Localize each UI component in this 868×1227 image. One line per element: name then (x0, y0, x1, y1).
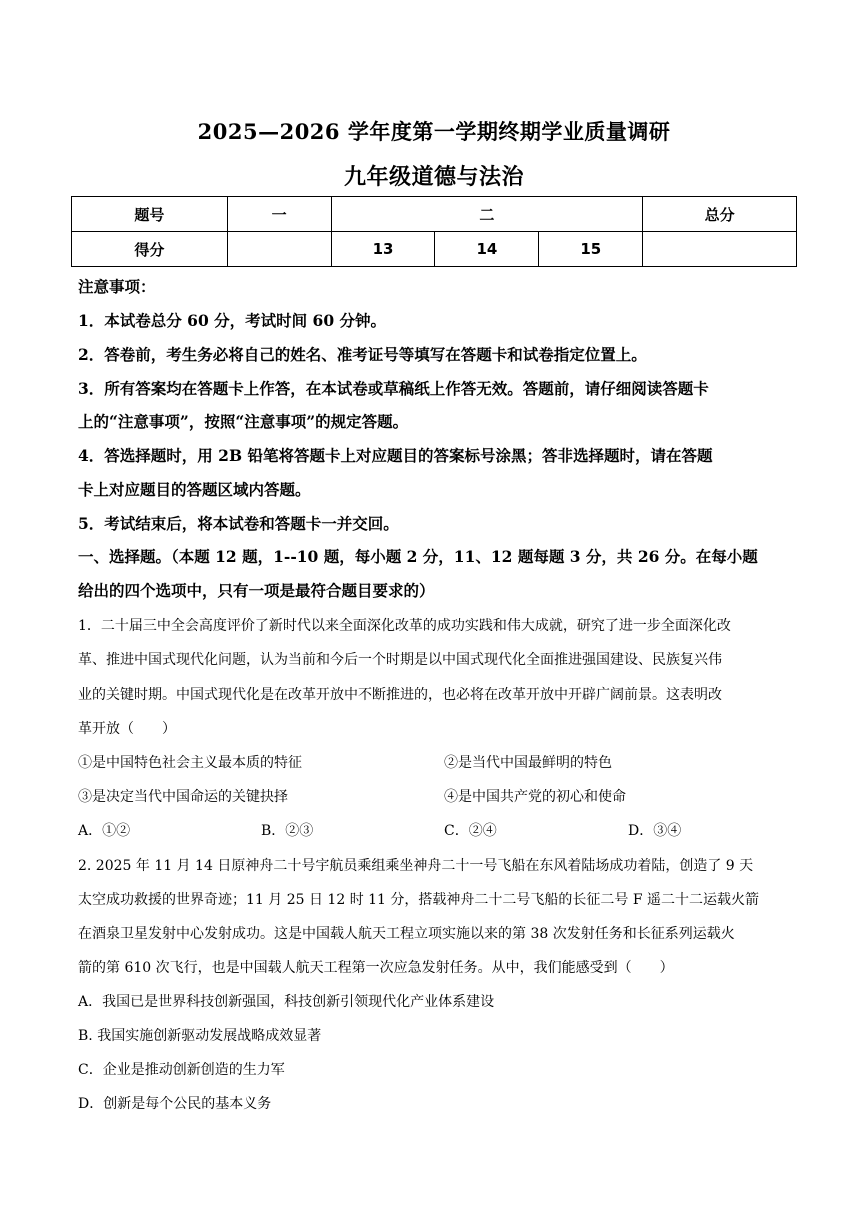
q2-option-d: D．创新是每个公民的基本义务 (78, 1096, 272, 1112)
question-1-text: 1．二十届三中全会高度评价了新时代以来全面深化改革的成功实践和伟大成就，研究了进一步全面深化改 (78, 618, 731, 634)
q1-option-c: C．②④ (444, 823, 497, 839)
question-2-text: 箭的第 610 次飞行，也是中国载人航天工程第一次应急发射任务。从中，我们能感受到（ ） (78, 960, 674, 976)
q1-option-a: A．①② (78, 823, 131, 839)
question-1-text: 革、推进中国式现代化问题，认为当前和今后一个时期是以中国式现代化全面推进强国建设、民族复兴伟 (78, 652, 722, 668)
score-table-score-row (72, 232, 797, 267)
q1-option-d: D．③④ (628, 823, 682, 839)
q1-statement: ②是当代中国最鲜明的特色 (444, 755, 612, 771)
q1-statement: ③是决定当代中国命运的关键抉择 (78, 789, 288, 805)
cell-q14: 14 (435, 232, 539, 267)
exam-title: 2025—2026 学年度第一学期终期学业质量调研 (197, 119, 671, 144)
cell-section-two: 二 (331, 197, 643, 232)
q1-statement: ①是中国特色社会主义最本质的特征 (78, 755, 302, 771)
question-1-text: 革开放（ ） (78, 721, 176, 737)
q2-option-c: C．企业是推动创新创造的生力军 (78, 1062, 285, 1078)
cell-question-number-label: 题号 (72, 197, 228, 232)
question-2-text: 2. 2025 年 11 月 14 日原神舟二十号宇航员乘组乘坐神舟二十一号飞船在东风着陆场成功着陆，创造了 9 天 (78, 858, 754, 874)
notice-item: 3．所有答案均在答题卡上作答，在本试卷或草稿纸上作答无效。答题前，请仔细阅读答题卡 (78, 379, 709, 398)
notice-item: 2．答卷前，考生务必将自己的姓名、准考证号等填写在答题卡和试卷指定位置上。 (78, 345, 647, 364)
score-table (71, 196, 797, 267)
notice-item: 5．考试结束后，将本试卷和答题卡一并交回。 (78, 514, 399, 533)
q2-option-a: A．我国已是世界科技创新强国，科技创新引领现代化产业体系建设 (78, 994, 495, 1010)
cell-q13: 13 (331, 232, 435, 267)
cell-q15: 15 (539, 232, 643, 267)
question-2-text: 在酒泉卫星发射中心发射成功。这是中国载人航天工程立项实施以来的第 38 次发射任务和长征系列运载火 (78, 926, 735, 942)
cell-section-one: 一 (227, 197, 331, 232)
q1-option-b: B．②③ (261, 823, 314, 839)
cell-score-section-one (227, 232, 331, 267)
notice-item: 4．答选择题时，用 2B 铅笔将答题卡上对应题目的答案标号涂黑；答非选择题时，请在答题 (78, 446, 713, 465)
cell-score-label: 得分 (72, 232, 228, 267)
exam-subject: 九年级道德与法治 (343, 164, 524, 190)
section-heading: 给出的四个选项中，只有一项是最符合题目要求的） (78, 581, 435, 600)
section-heading: 一、选择题。（本题 12 题，1--10 题，每小题 2 分，11、12 题每题 3 分，共 26 分。在每小题 (78, 547, 758, 566)
q1-statement: ④是中国共产党的初心和使命 (444, 789, 626, 805)
cell-total-label: 总分 (643, 197, 797, 232)
score-table-header-row (72, 197, 797, 232)
notice-heading: 注意事项： (78, 277, 156, 296)
question-2-text: 太空成功救援的世界奇迹；11 月 25 日 12 时 11 分，搭载神舟二十二号飞船的长征二号 F 遥二十二运载火箭 (78, 892, 760, 908)
notice-item: 1．本试卷总分 60 分，考试时间 60 分钟。 (78, 311, 387, 330)
question-1-text: 业的关键时期。中国式现代化是在改革开放中不断推进的，也必将在改革开放中开辟广阔前景。这表明改 (78, 687, 722, 703)
notice-item: 上的“注意事项”，按照“注意事项”的规定答题。 (78, 412, 409, 431)
q2-option-b: B. 我国实施创新驱动发展战略成效显著 (78, 1028, 322, 1044)
cell-total-score (643, 232, 797, 267)
notice-item: 卡上对应题目的答题区域内答题。 (78, 480, 311, 499)
